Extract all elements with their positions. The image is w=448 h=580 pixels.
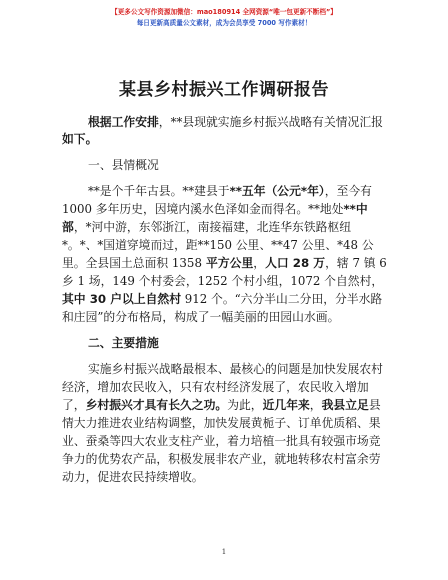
intro-text: ，**县现就实施乡村振兴战略有关情况汇报 (158, 115, 383, 129)
p2-bold: 乡村振兴才具有长久之功。 (85, 398, 228, 412)
section-2-heading: 二、主要措施 (88, 336, 159, 350)
p2-text: ， (309, 398, 322, 412)
banner-line-2: 每日更新高质量公文素材，成为会员享受 7000 写作素材！ (136, 19, 312, 27)
paragraph-2-line-4: 情大力推进农业结构调整，加快发展黄栀子、订单优质稻、果 (62, 416, 381, 430)
p1-bold: **五年（公元*年） (229, 184, 325, 198)
paragraph-1-line-3 (62, 219, 351, 235)
p1-text: 1000 多年历史，因境内溪水色泽如金而得名。**地处 (62, 202, 344, 216)
p2-bold: 近几年来 (262, 398, 310, 412)
paragraph-2-line-2: 经济，增加农民收入，只有农村经济发展了，农民收入增加 (62, 380, 369, 394)
p1-bold: 部 (62, 220, 74, 234)
paragraph-2-line-1: 实施乡村振兴战略最根本、最核心的问题是加快发展农村 (88, 362, 383, 376)
document-title: 某县乡村振兴工作调研报告 (119, 80, 329, 100)
page-number: 1 (221, 548, 227, 556)
p1-bold: 其中 30 户以上自然村 (62, 292, 182, 306)
p2-text: 了， (62, 398, 86, 412)
resource-banner (0, 7, 448, 29)
paragraph-1-line-2 (62, 201, 368, 217)
paragraph-2-line-3 (62, 397, 381, 413)
p1-text: 912 个。“六分半山二分田，分半水路 (181, 292, 383, 306)
p1-bold: **中 (343, 202, 368, 216)
p1-text: **是个千年古县。**建县于 (88, 184, 230, 198)
p2-bold: 我县立足 (321, 398, 369, 412)
p1-text: ，至今有 (324, 184, 372, 198)
p2-text: 县 (368, 398, 381, 412)
p2-text: 为此， (227, 398, 263, 412)
paragraph-1-line-1 (88, 183, 372, 199)
banner-line-1: 【更多公文写作资源加微信：mao180914 全网资源“唯一包更新不断档”】 (111, 8, 337, 16)
paragraph-1-line-6: 乡 1 场，149 个村委会，1252 个村小组，1072 个自然村， (62, 274, 384, 288)
section-1-heading: 一、县情概况 (88, 158, 159, 172)
paragraph-2-line-7: 动力，促进农民持续增收。 (62, 470, 204, 484)
intro-line-2: 如下。 (62, 132, 98, 146)
paragraph-2-line-5: 业、蚕桑等四大农业支柱产业，着力培植一批具有较强市场竞 (62, 434, 381, 448)
intro-line-1 (88, 114, 383, 130)
paragraph-1-line-5 (62, 255, 387, 271)
paragraph-1-line-7 (62, 291, 382, 307)
p1-text: ，*河中游，东邻浙江，南接福建，北连华东铁路枢纽 (73, 220, 352, 234)
p1-bold: 平方公里 (201, 256, 254, 270)
paragraph-1-line-4: *。*、*国道穿境而过，距**150 公里、**47 公里、*48 公 (62, 238, 374, 252)
paragraph-1-line-8: 和庄园”的分布格局，构成了一幅美丽的田园山水画。 (62, 310, 340, 324)
intro-bold: 根据工作安排 (88, 115, 159, 129)
p1-bold: 人口 28 万 (265, 256, 326, 270)
p1-text: ，辖 7 镇 6 (325, 256, 387, 270)
p1-text: 里。全县国土总面积 1358 (62, 256, 202, 270)
paragraph-2-line-6: 争力的优势农产品，积极发展非农产业，就地转移农村富余劳 (62, 452, 381, 466)
p1-text: ， (253, 256, 266, 270)
